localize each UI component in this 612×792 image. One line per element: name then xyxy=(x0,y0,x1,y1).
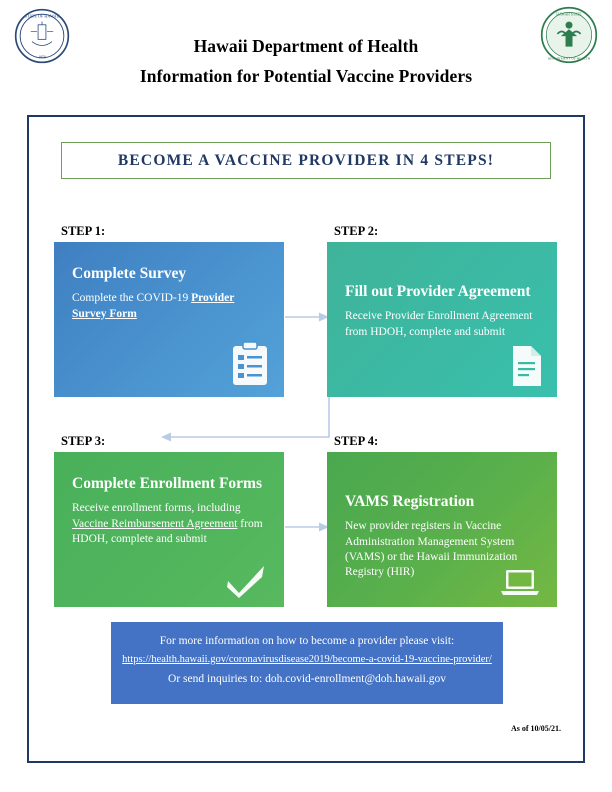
laptop-icon xyxy=(499,568,541,598)
step-1-body-link[interactable]: Provider Survey Form xyxy=(72,292,235,320)
step-2-body: Receive Provider Enrollment Agreement from HDOH, complete and submit xyxy=(345,310,533,338)
step-3-body-link[interactable]: Vaccine Reimbursement Agreement xyxy=(72,517,238,530)
banner xyxy=(61,142,551,179)
svg-text:DEPARTMENT OF HEALTH: DEPARTMENT OF HEALTH xyxy=(547,56,591,61)
banner-text: BECOME A VACCINE PROVIDER IN 4 STEPS! xyxy=(117,151,495,169)
step-2-label: STEP 2: xyxy=(334,224,379,238)
step-3-title: Complete Enrollment Forms xyxy=(72,475,262,492)
step-1-label: STEP 1: xyxy=(61,224,106,238)
step-4-label: STEP 4: xyxy=(334,434,379,448)
step-4-title: VAMS Registration xyxy=(345,493,475,510)
step-1-card xyxy=(54,242,284,397)
page-title: Hawaii Department of Health xyxy=(193,36,419,56)
clipboard-checklist-icon xyxy=(230,341,270,387)
info-line-2: Or send inquiries to: doh.covid-enrollment@doh.hawaii.gov xyxy=(168,672,446,685)
step-3-body-suffix: from HDOH, complete and submit xyxy=(72,517,263,545)
checkmark-icon xyxy=(226,565,266,599)
svg-text:1959: 1959 xyxy=(38,55,46,60)
main-panel xyxy=(27,115,585,763)
step-3-body-prefix: Receive enrollment forms, including xyxy=(72,502,241,515)
provider-info-link[interactable]: https://health.hawaii.gov/coronavirusdisease2019/become-a-covid-19-vaccine-provider/ xyxy=(122,653,492,665)
svg-text:STATE OF HAWAII: STATE OF HAWAII xyxy=(24,13,60,19)
step-3-body xyxy=(72,501,266,547)
page-header xyxy=(0,0,612,110)
step-1-title: Complete Survey xyxy=(72,265,187,282)
step-2-title: Fill out Provider Agreement xyxy=(345,283,531,300)
step-3-card xyxy=(54,452,284,607)
more-information-box xyxy=(111,622,503,704)
svg-text:HAWAII STATE: HAWAII STATE xyxy=(556,12,582,17)
step-3-label: STEP 3: xyxy=(61,434,106,448)
arrow-step3-to-step4 xyxy=(285,519,329,535)
as-of-date: As of 10/05/21. xyxy=(511,724,561,733)
step-1-body-prefix: Complete the COVID-19 xyxy=(72,292,192,305)
page-subtitle: Information for Potential Vaccine Providers xyxy=(139,66,473,86)
document-icon xyxy=(509,345,543,387)
info-line-1: For more information on how to become a provider please visit: xyxy=(159,635,455,647)
step-4-body: New provider registers in Vaccine Administration Management System (VAMS) or the Hawaii Immunization Registry (HIR) xyxy=(345,520,518,578)
arrow-step2-to-step3 xyxy=(159,397,334,453)
arrow-step1-to-step2 xyxy=(285,309,329,325)
step-2-card xyxy=(327,242,557,397)
step-1-body xyxy=(72,291,266,321)
header-title-group xyxy=(0,36,612,87)
step-4-card xyxy=(327,452,557,607)
